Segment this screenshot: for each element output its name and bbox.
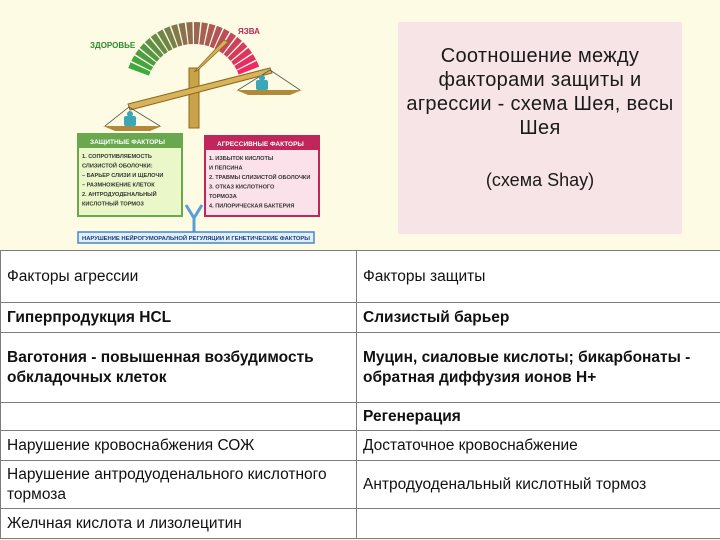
factor-item: 3. ОТКАЗ КИСЛОТНОГО bbox=[209, 184, 275, 191]
table-cell bbox=[1, 403, 357, 431]
health-label: ЗДОРОВЬЕ bbox=[90, 41, 136, 50]
factor-item: 4. ПИЛОРИЧЕСКАЯ БАКТЕРИЯ bbox=[209, 203, 295, 210]
table-cell: Слизистый барьер bbox=[357, 303, 720, 333]
bottom-factor-label: НАРУШЕНИЕ НЕЙРОГУМОРАЛЬНОЙ РЕГУЛЯЦИИ И ГЕНЕТИЧЕСКИЕ ФАКТОРЫ bbox=[82, 236, 294, 242]
table-cell: Факторы агрессии bbox=[1, 251, 357, 303]
factor-item: И ПЕПСИНА bbox=[209, 165, 243, 172]
table-cell: Нарушение антродуоденального кислотного тормоза bbox=[1, 461, 357, 509]
table-row bbox=[1, 431, 720, 461]
gauge-segment bbox=[194, 22, 200, 44]
table-cell bbox=[357, 509, 720, 539]
factor-item: 2. ТРАВМЫ СЛИЗИСТОЙ ОБОЛОЧКИ bbox=[209, 175, 311, 181]
factor-item: – РАЗМНОЖЕНИЕ КЛЕТОК bbox=[82, 182, 155, 189]
factor-item: 1. ИЗБЫТОК КИСЛОТЫ bbox=[209, 156, 274, 162]
table-row bbox=[1, 509, 720, 539]
table-cell: Желчная кислота и лизолецитин bbox=[1, 509, 357, 539]
table-cell: Регенерация bbox=[357, 403, 720, 431]
factor-item: ТОРМОЗА bbox=[209, 194, 237, 200]
gauge-segment bbox=[186, 22, 193, 44]
table-cell: Антродуоденальный кислотный тормоз bbox=[357, 461, 720, 509]
scale-column bbox=[189, 68, 199, 128]
slide-title: Соотношение между факторами защиты и агрессии - схема Шея, весы Шея bbox=[406, 45, 674, 139]
table-cell: Факторы защиты bbox=[357, 251, 720, 303]
factor-item: СЛИЗИСТОЙ ОБОЛОЧКИ: bbox=[82, 163, 153, 170]
connector-arrows bbox=[186, 205, 202, 234]
protective-factors-title: ЗАЩИТНЫЕ ФАКТОРЫ bbox=[90, 139, 166, 146]
table-cell: Достаточное кровоснабжение bbox=[357, 431, 720, 461]
factor-item: 2. АНТРОДУОДЕНАЛЬНЫЙ bbox=[82, 192, 157, 198]
shay-scales-diagram bbox=[0, 0, 390, 248]
scale-beam bbox=[128, 68, 272, 110]
table-row bbox=[1, 333, 720, 403]
factor-item: 1. СОПРОТИВЛЯЕМОСТЬ bbox=[82, 154, 152, 160]
factors-table bbox=[0, 250, 720, 539]
slide-subtitle: (схема Shay) bbox=[485, 170, 595, 190]
right-scale-pan bbox=[236, 90, 302, 95]
table-row bbox=[1, 403, 720, 431]
table-cell: Нарушение кровоснабжения СОЖ bbox=[1, 431, 357, 461]
table-row bbox=[1, 303, 720, 333]
table-cell: Гиперпродукция HCL bbox=[1, 303, 357, 333]
slide-title-box bbox=[398, 22, 682, 234]
factor-item: – БАРЬЕР СЛИЗИ И ЩЕЛОЧИ bbox=[82, 173, 164, 179]
left-weight-icon bbox=[124, 111, 136, 126]
table-cell: Муцин, сиаловые кислоты; бикарбонаты - обратная диффузия ионов Н+ bbox=[357, 333, 720, 403]
table-row bbox=[1, 251, 720, 303]
left-scale-pan bbox=[103, 126, 162, 131]
aggressive-factors-title: АГРЕССИВНЫЕ ФАКТОРЫ bbox=[217, 141, 304, 148]
factor-item: КИСЛОТНЫЙ ТОРМОЗ bbox=[82, 201, 144, 208]
table-row bbox=[1, 461, 720, 509]
ulcer-label: ЯЗВА bbox=[238, 27, 260, 36]
table-cell: Ваготония - повышенная возбудимость обкладочных клеток bbox=[1, 333, 357, 403]
